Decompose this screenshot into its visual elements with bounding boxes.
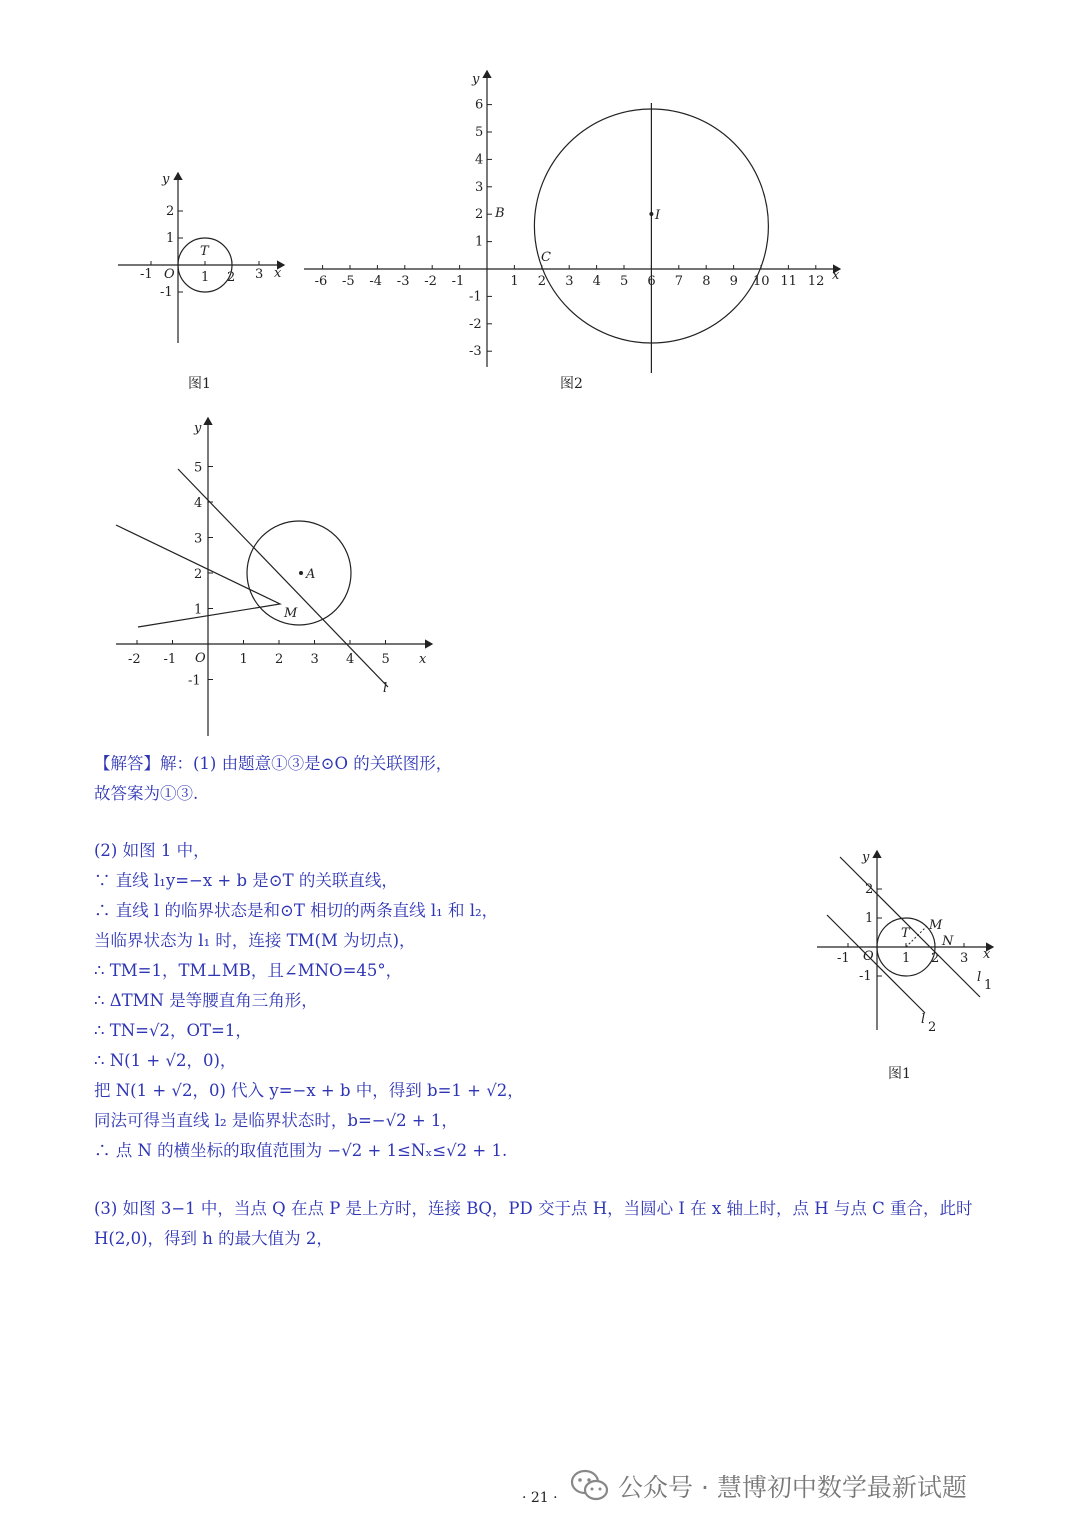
y-tick: 2 [865, 882, 874, 897]
x-tick: 2 [537, 274, 547, 289]
solution-part-2 [94, 836, 524, 1166]
caption-fig1-right: 图1 [888, 1066, 911, 1082]
y-tick: 3 [475, 179, 484, 195]
y-tick: 1 [166, 231, 175, 246]
solution-line: 同法可得当直线 l₂ 是临界状态时，b=−√2 + 1， [94, 1111, 458, 1130]
solution-line: 把 N(1 + √2，0) 代入 y=−x + b 中，得到 b=1 + √2， [94, 1081, 524, 1100]
figure-1-small [112, 165, 292, 350]
y-tick: 2 [475, 207, 484, 223]
x-tick: 5 [381, 652, 390, 667]
y-tick: 2 [166, 204, 175, 219]
x-tick: -1 [140, 267, 153, 282]
y-tick: 5 [194, 460, 203, 476]
axis-y-label: y [194, 421, 202, 436]
center-label: T [200, 244, 209, 259]
y-tick: 3 [194, 531, 203, 547]
y-tick: 1 [475, 234, 484, 250]
y-tick: -1 [469, 289, 482, 305]
point-a-label: A [306, 567, 316, 582]
axis-x-label: x [983, 947, 991, 962]
point-i-label: I [655, 208, 661, 223]
watermark-text: 公众号 · 慧博初中数学最新试题 [618, 1473, 967, 1502]
y-tick: 6 [475, 97, 484, 113]
y-tick: 1 [194, 602, 203, 618]
solution-line: ∴ N(1 + √2，0)， [94, 1051, 237, 1070]
page-number: · 21 · [522, 1490, 558, 1506]
line-l1-label: l [977, 970, 982, 985]
x-tick: 4 [592, 274, 601, 289]
x-tick: 4 [346, 652, 355, 667]
x-tick: 1 [902, 951, 911, 966]
y-tick: 1 [865, 911, 874, 926]
solution-line: ∴ ΔTMN 是等腰直角三角形， [94, 991, 318, 1010]
solution-line: (3) 如图 3−1 中，当点 Q 在点 P 是上方时，连接 BQ，PD 交于点 H，当圆心 I 在 x 轴上时，点 H 与点 C 重合，此时 [94, 1199, 973, 1218]
point-c-label: C [541, 250, 551, 265]
x-tick: -4 [369, 274, 383, 289]
line-l1-subscript: 1 [984, 978, 993, 993]
line-l2-label: l [921, 1012, 926, 1027]
x-tick: -6 [314, 274, 328, 289]
solution-line: ∴ 点 N 的横坐标的取值范围为 −√2 + 1≤Nₓ≤√2 + 1. [94, 1141, 508, 1160]
y-tick: -1 [859, 969, 872, 984]
origin-label: O [164, 267, 175, 282]
x-tick: -1 [837, 951, 850, 966]
x-tick: 5 [620, 274, 629, 289]
x-tick: -1 [163, 652, 177, 667]
solution-part-1 [94, 749, 452, 809]
y-tick: -2 [469, 316, 482, 332]
solution-line: 【解答】解：(1) 由题意①③是⊙O 的关联图形， [94, 754, 453, 773]
solution-part-3 [94, 1194, 972, 1254]
x-tick: 1 [201, 270, 210, 285]
solution-line: ∴ TN=√2，OT=1， [94, 1021, 252, 1040]
solution-line: 当临界状态为 l₁ 时，连接 TM(M 为切点)， [94, 931, 416, 950]
line-l2-subscript: 2 [928, 1020, 937, 1035]
y-tick: 5 [475, 125, 484, 140]
origin-label: O [863, 949, 874, 964]
x-tick: 1 [510, 274, 519, 289]
point-m-label: M [284, 606, 298, 621]
x-tick: 7 [674, 274, 684, 289]
wechat-icon [570, 1469, 610, 1503]
x-tick: -5 [342, 274, 355, 289]
x-tick: -3 [396, 274, 410, 289]
point-b-label: B [495, 206, 505, 221]
y-tick: 4 [194, 496, 203, 511]
x-tick: 12 [807, 274, 825, 289]
x-tick: 1 [239, 652, 248, 667]
x-tick: 6 [647, 274, 656, 289]
y-tick: -3 [469, 344, 482, 360]
solution-line: ∴ 直线 l 的临界状态是和⊙T 相切的两条直线 l₁ 和 l₂， [94, 901, 499, 920]
x-tick: -2 [424, 274, 437, 289]
axis-x-label: x [832, 268, 840, 283]
y-tick: 4 [475, 152, 484, 168]
origin-label: O [195, 651, 206, 666]
solution-line: ∵ 直线 l₁y=−x + b 是⊙T 的关联直线， [94, 871, 398, 890]
axis-x-label: x [274, 266, 282, 281]
solution-line: H(2,0)，得到 h 的最大值为 2， [94, 1229, 333, 1248]
watermark [570, 1466, 967, 1506]
x-tick: 2 [227, 270, 236, 285]
x-tick: 3 [960, 951, 969, 966]
point-t-label: T [901, 926, 910, 941]
caption-fig2: 图2 [560, 376, 583, 392]
x-tick: -1 [451, 274, 465, 289]
x-tick: 10 [753, 274, 770, 289]
x-tick: 2 [931, 951, 940, 966]
x-tick: 11 [780, 274, 797, 289]
figure-1-right [815, 845, 1000, 1035]
solution-line: ∴ TM=1，TM⊥MB，且∠MNO=45°， [94, 961, 403, 980]
x-tick: 2 [275, 652, 284, 667]
axis-y-label: y [862, 850, 870, 865]
figure-2 [300, 65, 845, 375]
point-m-label: M [929, 918, 943, 933]
x-tick: 3 [255, 267, 264, 282]
x-tick: 3 [565, 274, 574, 289]
x-tick: 9 [729, 274, 738, 289]
y-tick: -1 [160, 285, 173, 300]
point-n-label: N [942, 934, 954, 949]
caption-fig1: 图1 [188, 376, 211, 392]
line-l-label: l [383, 681, 388, 696]
x-tick: 8 [702, 274, 711, 289]
axis-x-label: x [419, 652, 427, 667]
x-tick: -2 [128, 652, 141, 667]
solution-line: 故答案为①③. [94, 784, 199, 803]
solution-line: (2) 如图 1 中， [94, 841, 210, 860]
axis-y-label: y [472, 72, 480, 87]
y-tick: -1 [188, 673, 201, 689]
figure-3 [110, 412, 440, 742]
y-tick: 2 [194, 567, 203, 582]
axis-y-label: y [162, 172, 170, 187]
x-tick: 3 [310, 652, 319, 667]
